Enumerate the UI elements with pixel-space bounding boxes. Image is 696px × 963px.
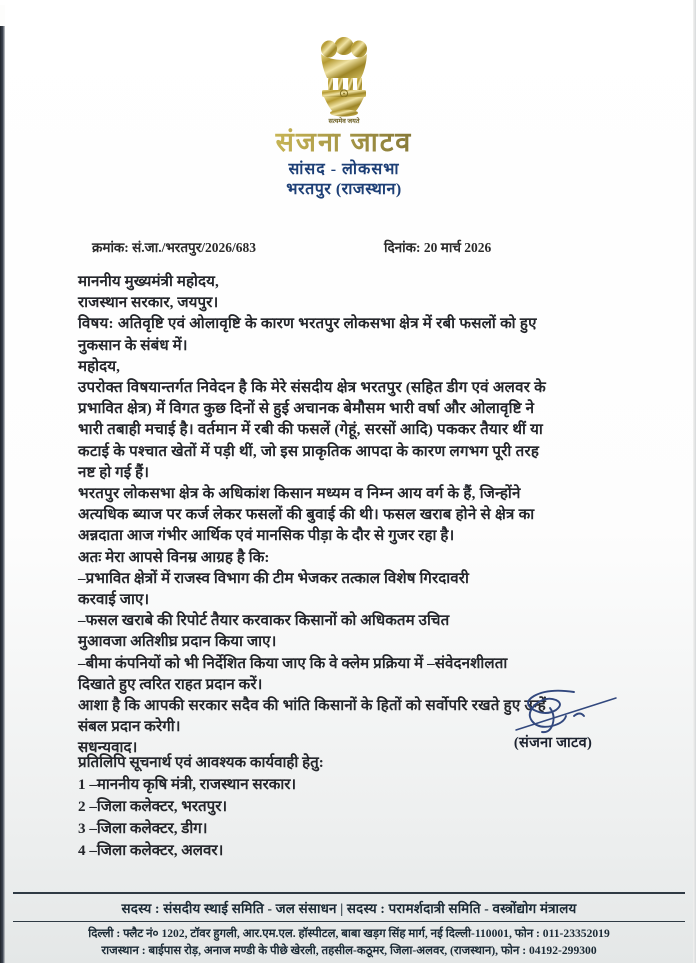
paragraph-line: भरतपुर लोकसभा क्षेत्र के अधिकांश किसान मध्यम व निम्न आय वर्ग के हैं, जिन्होंने: [78, 486, 521, 503]
request-item-line: दिखाते हुए त्वरित राहत प्रदान करें।: [78, 676, 263, 693]
emblem-motto-text: सत्यमेव जयते: [328, 118, 360, 125]
ashoka-lion-capital-emblem: [307, 34, 381, 126]
request-item-line: मुआवजा अतिशीघ्र प्रदान किया जाए।: [78, 634, 277, 651]
paragraph-line: प्रभावित क्षेत्र) में विगत कुछ दिनों से हुई अचानक बेमौसम भारी वर्षा और ओलावृष्टि ने: [78, 401, 535, 418]
addressee-line: राजस्थान सरकार, जयपुर।: [78, 295, 219, 312]
copy-to-item: 2 –जिला कलेक्टर, भरतपुर।: [78, 799, 228, 815]
addressee-line: माननीय मुख्यमंत्री महोदय,: [78, 274, 219, 290]
paragraph-line: कटाई के पश्चात खेतों में पड़ी थीं, जो इस प्राकृतिक आपदा के कारण लगभग पूरी तरह: [78, 443, 540, 460]
copy-to-item: 3 –जिला कलेक्टर, डीग।: [78, 821, 208, 837]
closing-line: सधन्यवाद।: [78, 740, 138, 757]
mp-constituency: भरतपुर (राजस्थान): [286, 181, 402, 199]
subject-line: नुकसान के संबंध में।: [78, 337, 188, 354]
footer-address-rajasthan: राजस्थान : बाईपास रोड़, अनाज मण्डी के पीछे खेरली, तहसील-कठूमर, जिला-अलवर, (राजस्थान), फोन : 04192-299300: [101, 944, 597, 957]
closing-line: संबल प्रदान करेगी।: [78, 719, 181, 736]
footer-committees: सदस्य : संसदीय स्थाई समिति - जल संसाधन | सदस्य : परामर्शदात्री समिति - वस्त्रोंद्योग मंत्रालय: [121, 900, 577, 916]
paragraph-line: उपरोक्त विषयान्तर्गत निवेदन है कि मेरे संसदीय क्षेत्र भरतपुर (सहित डीग एवं अलवर के: [78, 380, 547, 397]
paragraph-line: भारी तबाही मचाई है। वर्तमान में रबी की फसलें (गेहूं, सरसों आदि) पककर तैयार थीं या: [78, 422, 544, 439]
reference-number: क्रमांक: सं.जा./भरतपुर/2026/683: [92, 240, 256, 255]
footer: [5, 892, 693, 963]
closing-line: आशा है कि आपकी सरकार सदैव की भांति किसानों के हितों को सर्वोपरि रखते हुए उन्हें: [78, 698, 547, 715]
signature-block: [468, 686, 638, 752]
handwritten-signature: [478, 686, 628, 738]
letter-date: दिनांक: 20 मार्च 2026: [384, 240, 492, 255]
request-item-line: –बीमा कंपनियों को भी निर्देशित किया जाए कि वे क्लेम प्रक्रिया में –संवेदनशीलता: [78, 655, 508, 672]
mp-role: सांसद - लोकसभा: [288, 161, 400, 179]
mp-name: संजना जाटव: [0, 128, 688, 156]
footer-address-delhi: दिल्ली : फ्लैट नं० 1202, टॉवर हुगली, आर.एम.एल. हॉस्पीटल, बाबा खड़ग सिंह मार्ग, नई दिल्ली-110001, फोन : 011-23352019: [88, 927, 610, 940]
copy-to-block: [78, 752, 498, 862]
paragraph-line: अन्नदाता आज गंभीर आर्थिक एवं मानसिक पीड़ा के दौर से गुजर रहा है।: [78, 528, 455, 545]
copy-to-item: 4 –जिला कलेक्टर, अलवर।: [78, 843, 224, 859]
copy-to-title: प्रतिलिपि सूचनार्थ एवं आवश्यक कार्यवाही हेतु:: [78, 755, 324, 771]
signature-name: (संजना जाटव): [513, 735, 593, 751]
request-item-line: करवाई जाए।: [78, 592, 150, 609]
request-item-line: –फसल खराबे की रिपोर्ट तैयार करवाकर किसानों को अधिकतम उचित: [78, 613, 450, 630]
request-intro: अतः मेरा आपसे विनम्र आग्रह है कि:: [78, 549, 270, 566]
paragraph-line: अत्यधिक ब्याज पर कर्ज लेकर फसलों की बुवाई की थी। फसल खराब होने से क्षेत्र का: [78, 507, 535, 524]
scan-edge-top: [0, 0, 696, 5]
copy-to-item: 1 –माननीय कृषि मंत्री, राजस्थान सरकार।: [78, 777, 297, 793]
letterhead: [0, 34, 688, 200]
paragraph-line: नष्ट हो गई हैं।: [78, 464, 150, 481]
reference-row: [92, 238, 612, 256]
footer-divider-mid: [13, 921, 685, 923]
salutation: महोदय,: [78, 358, 120, 375]
subject-line: विषय: अतिवृष्टि एवं ओलावृष्टि के कारण भरतपुर लोकसभा क्षेत्र में रबी फसलों को हुए: [78, 316, 537, 333]
request-item-line: –प्रभावित क्षेत्रों में राजस्व विभाग की टीम भेजकर तत्काल विशेष गिरदावरी: [78, 570, 469, 587]
